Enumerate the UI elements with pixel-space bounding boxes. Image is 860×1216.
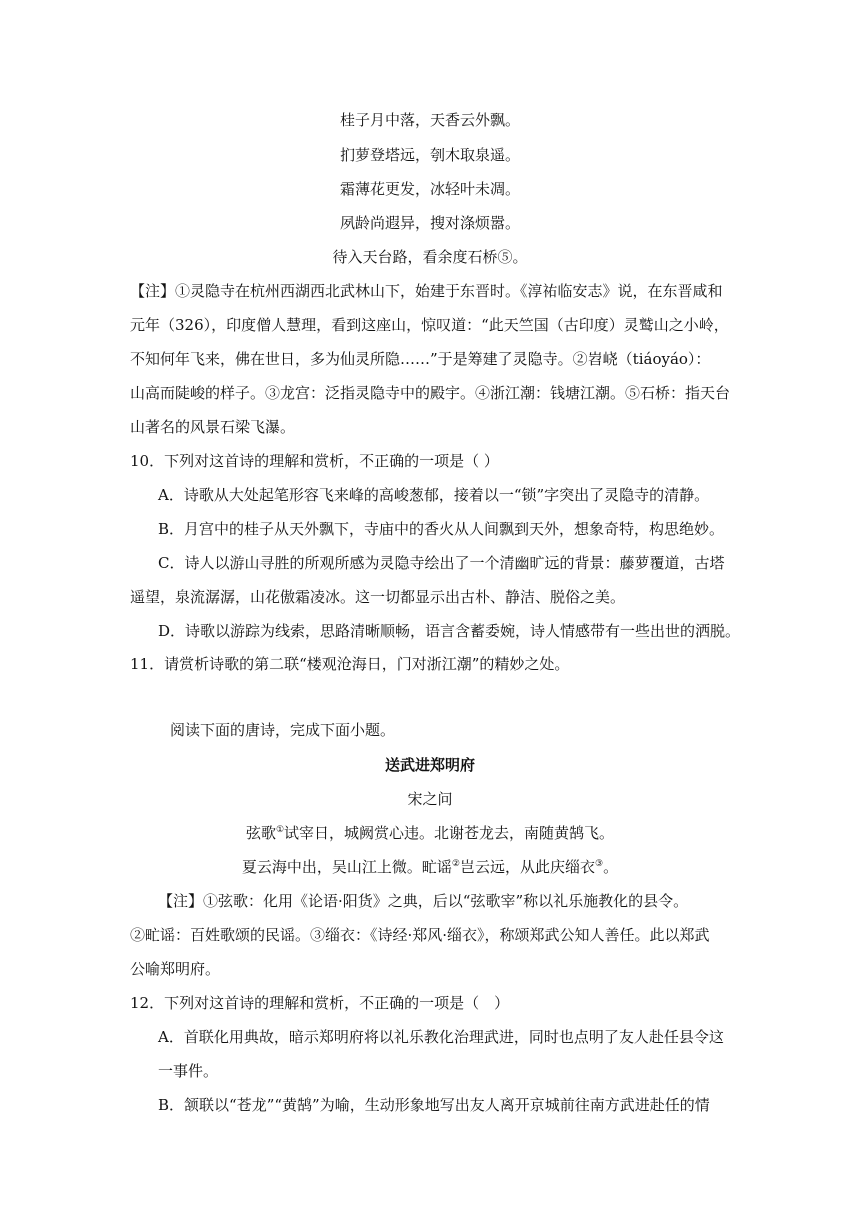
note-line: 不知何年飞来，佛在世日，多为仙灵所隐……”于是筹建了灵隐寺。②岧峣（tiáoyáo）：: [130, 350, 711, 368]
poem-text: 夏云海中出，吴山江上微。甿谣: [241, 858, 452, 876]
poem-line: 霜薄花更发，冰轻叶未凋。: [339, 180, 520, 198]
option-a: A．首联化用典故，暗示郑明府将以礼乐教化治理武进，同时也点明了友人赴任县令这: [158, 1028, 724, 1046]
note-line: 山著名的风景石梁飞瀑。: [130, 418, 296, 436]
question-stem: 12．下列对这首诗的理解和赏析，不正确的一项是（ ）: [130, 994, 510, 1012]
footnote-marker: ①: [275, 825, 285, 835]
option-c: C．诗人以游山寻胜的所观所感为灵隐寺绘出了一个清幽旷远的背景：藤萝覆道，古塔: [158, 554, 725, 572]
poem-line: 夙龄尚遐异，搜对涤烦嚣。: [339, 214, 520, 232]
reading-instruction: 阅读下面的唐诗，完成下面小题。: [170, 721, 396, 739]
option-b: B．月宫中的桂子从天外飘下，寺庙中的香火从人间飘到天外，想象奇特，构思绝妙。: [158, 520, 725, 538]
note-line: 公喻郑明府。: [130, 960, 221, 978]
poem-line: 扪萝登塔远，刳木取泉遥。: [339, 146, 520, 164]
note-line: 【注】①灵隐寺在杭州西湖西北武林山下，始建于东晋时。《淳祐临安志》说，在东晋咸和: [130, 282, 723, 300]
poem-line: [0, 857, 860, 877]
poem-line: 桂子月中落，天香云外飘。: [339, 111, 520, 129]
poem-text: 。: [603, 858, 619, 876]
poem-line: 待入天台路，看余度石桥⑤。: [332, 248, 528, 266]
option-d: D．诗歌以游踪为线索，思路清晰顺畅，语言含蓄委婉，诗人情感带有一些出世的洒脱。: [158, 622, 741, 640]
note-line: 【注】①弦歌：化用《论语·阳货》之典，后以“弦歌宰”称以礼乐施教化的县令。: [158, 892, 689, 910]
question-stem: 11．请赏析诗歌的第二联“楼观沧海日，门对浙江潮”的精妙之处。: [130, 655, 570, 673]
footnote-marker: ③: [595, 859, 604, 869]
note-line: 山高而陡峻的样子。③龙宫：泛指灵隐寺中的殿宇。④浙江潮：钱塘江潮。⑤石桥：指天台: [130, 384, 731, 402]
option-c-continued: 遥望，泉流潺潺，山花傲霜凌冰。这一切都显示出古朴、静洁、脱俗之美。: [130, 588, 626, 606]
question-stem: 10．下列对这首诗的理解和赏析，不正确的一项是（ ）: [130, 452, 499, 470]
option-a-continued: 一事件。: [158, 1062, 219, 1080]
poem-title: 送武进郑明府: [384, 756, 475, 774]
poem-text: 试宰日，城阙赏心违。北谢苍龙去，南随黄鹄飞。: [284, 824, 615, 842]
option-a: A．诗歌从大处起笔形容飞来峰的高峻葱郁，接着以一“锁”字突出了灵隐寺的清静。: [158, 486, 710, 504]
footnote-marker: ②: [451, 859, 460, 869]
poem-line: [0, 823, 860, 843]
poem-text: 岂云远，从此庆缁衣: [459, 858, 595, 876]
note-line: 元年（326），印度僧人慧理，看到这座山，惊叹道：“此天竺国（古印度）灵鹫山之小岭，: [130, 316, 729, 334]
note-line: ②甿谣：百姓歌颂的民谣。③缁衣：《诗经·郑风·缁衣》，称颂郑武公知人善任。此以郑武: [130, 926, 710, 944]
option-b: B．颔联以“苍龙”“黄鹄”为喻，生动形象地写出友人离开京城前往南方武进赴任的情: [158, 1096, 710, 1114]
poem-author: 宋之问: [407, 790, 453, 808]
poem-text: 弦歌: [245, 824, 276, 842]
